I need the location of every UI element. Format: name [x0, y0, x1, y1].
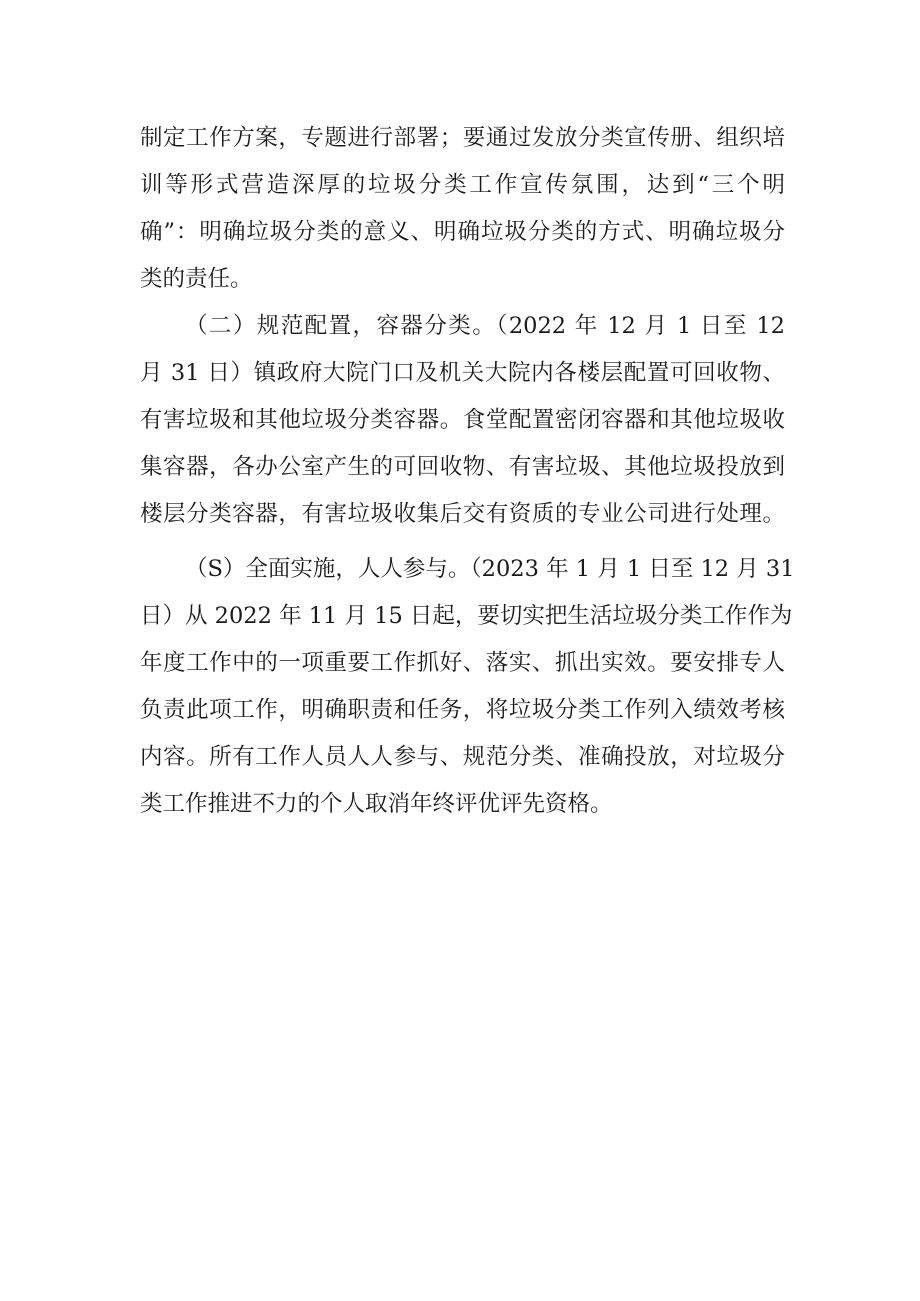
text-line: 制定工作方案，专题进行部署；要通过发放分类宣传册、组织培	[140, 125, 785, 151]
text-line: 负责此项工作，明确职责和任务，将垃圾分类工作列入绩效考核	[140, 697, 785, 723]
text-line: 日）从 2022 年 11 月 15 日起，要切实把生活垃圾分类工作作为	[140, 603, 793, 629]
text-line: 训等形式营造深厚的垃圾分类工作宣传氛围，达到“三个明	[140, 172, 785, 198]
text-line: 类工作推进不力的个人取消年终评优评先资格。	[140, 791, 613, 817]
text-line: 年度工作中的一项重要工作抓好、落实、抓出实效。要安排专人	[140, 650, 785, 676]
text-line: 类的责任。	[140, 266, 253, 292]
section-heading-3: （S）全面实施，人人参与。（2023 年 1 月 1 日至 12 月 31	[185, 556, 795, 582]
text-line: 月 31 日）镇政府大院门口及机关大院内各楼层配置可回收物、	[140, 360, 785, 386]
text-line: 有害垃圾和其他垃圾分类容器。食堂配置密闭容器和其他垃圾收	[140, 407, 785, 433]
text-line: 集容器，各办公室产生的可回收物、有害垃圾、其他垃圾投放到	[140, 454, 785, 480]
text-line: 楼层分类容器，有害垃圾收集后交有资质的专业公司进行处理。	[140, 501, 785, 527]
text-line: 确”：明确垃圾分类的意义、明确垃圾分类的方式、明确垃圾分	[140, 219, 785, 245]
section-heading-2: （二）规范配置，容器分类。（2022 年 12 月 1 日至 12	[185, 313, 785, 339]
text-line: 内容。所有工作人员人人参与、规范分类、准确投放，对垃圾分	[140, 744, 785, 770]
